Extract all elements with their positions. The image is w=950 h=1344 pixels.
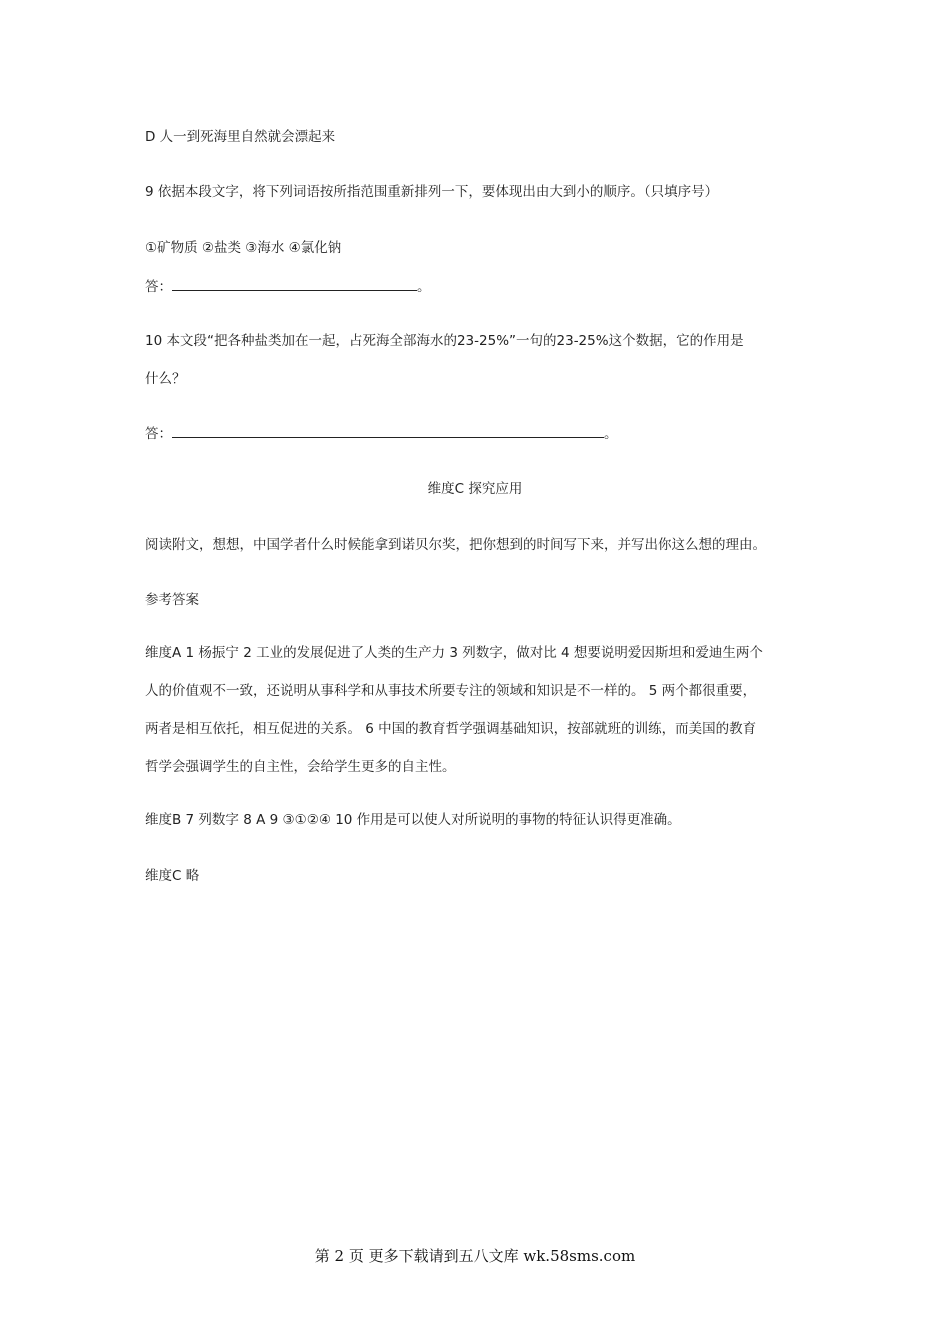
- answer-prefix: 答：: [145, 426, 172, 442]
- reference-answers-title: 参考答案: [145, 592, 199, 608]
- answer-blank: [172, 424, 604, 438]
- page-footer: 第 2 页 更多下载请到五八文库 wk.58sms.com: [314, 1247, 636, 1265]
- answers-a-line-4: 哲学会强调学生的自主性，会给学生更多的自主性。: [145, 759, 456, 775]
- question-9: 9 依据本段文字，将下列词语按所指范围重新排列一下，要体现出由大到小的顺序。（只填序号）: [145, 184, 719, 200]
- answers-c: 维度C 略: [145, 868, 200, 884]
- answers-a-line-2: 人的价值观不一致，还说明从事科学和从事技术所要专注的领域和知识是不一样的。 5 两个都很重要，: [145, 683, 757, 699]
- section-c-task: 阅读附文，想想，中国学者什么时候能拿到诺贝尔奖，把你想到的时间写下来，并写出你这么想的理由。: [145, 537, 766, 553]
- answer-prefix: 答：: [145, 279, 172, 295]
- question-10-line-2: 什么？: [145, 371, 186, 387]
- question-9-answer: [145, 277, 431, 296]
- answers-b: 维度B 7 列数字 8 A 9 ③①②④ 10 作用是可以使人对所说明的事物的特征认识得更准确。: [145, 812, 681, 828]
- answers-a-line-3: 两者是相互依托，相互促进的关系。 6 中国的教育哲学强调基础知识，按部就班的训练，而美国的教育: [145, 721, 757, 737]
- answer-suffix: 。: [604, 426, 618, 442]
- answer-suffix: 。: [417, 279, 431, 295]
- question-10-line-1: 10 本文段“把各种盐类加在一起，占死海全部海水的23-25%”一句的23-25%这个数据，它的作用是: [145, 333, 744, 349]
- section-c-title: 维度C 探究应用: [427, 481, 523, 497]
- answers-a-line-1: 维度A 1 杨振宁 2 工业的发展促进了人类的生产力 3 列数字，做对比 4 想要说明爱因斯坦和爱迪生两个: [145, 645, 763, 661]
- option-d: D 人一到死海里自然就会漂起来: [145, 129, 336, 145]
- question-10-answer: [145, 424, 618, 443]
- answer-blank: [172, 277, 417, 291]
- question-9-items: ①矿物质 ②盐类 ③海水 ④氯化钠: [145, 240, 342, 256]
